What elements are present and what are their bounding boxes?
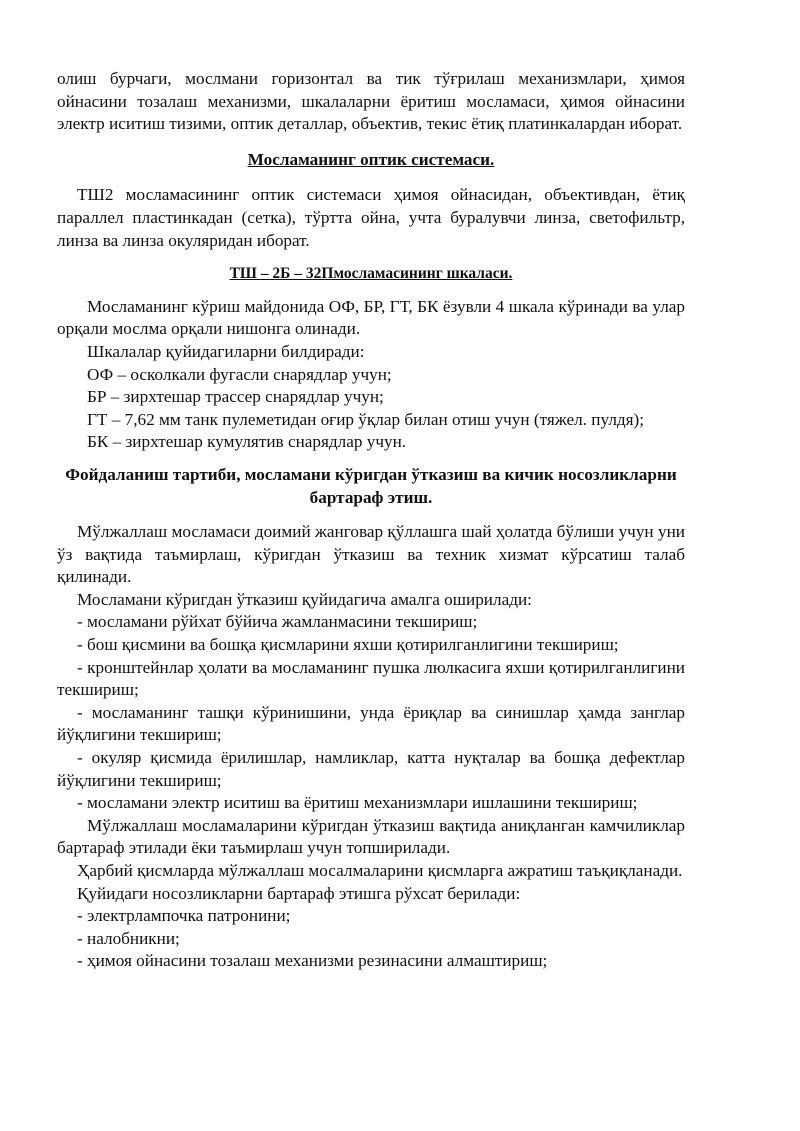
repair-item: - налобникни;: [77, 928, 180, 948]
section-heading-optics: Мосламанинг оптик системаси.: [247, 149, 495, 169]
repairs-lead: Қуйидаги носозликларни бартараф этишга рўхсат берилади:: [77, 883, 521, 903]
scale-item: БК – зирхтешар кумулятив снарядлар учун.: [87, 432, 407, 452]
optics-paragraph: ТШ2 мосламасининг оптик системаси ҳимоя ойнасидан, объективдан, ётиқ параллел пластинкадан (сетка), тўртта ойна, учта буралувчи линза, светофильтр, линза ва линза окуляридан иборат.: [57, 185, 685, 250]
intro-paragraph: олиш бурчаги, мослмани горизонтал ва тик тўғрилаш механизмлари, ҳимоя ойнасини тозалаш механизми, шкалаларни ёритиш мосламаси, ҳимоя ойнасини электр иситиш тизими, оптик деталлар, объектив, текис ётиқ платинкалардан иборат.: [57, 69, 685, 134]
scale-paragraph: Мосламанинг кўриш майдонида ОФ, БР, ГТ, БК ёзувли 4 шкала кўринади ва улар орқали мослма орқали нишонга олинади.: [57, 296, 685, 339]
inspection-item: - окуляр қисмида ёрилишлар, намликлар, катта нуқталар ва бошқа дефектлар йўқлигини текшириш;: [57, 748, 685, 790]
scale-item: ОФ – осколкали фугасли снарядлар учун;: [87, 364, 392, 384]
inspection-item: - кронштейнлар ҳолати ва мосламанинг пушка люлкасига яхши қотирилганлигини текшириш;: [57, 657, 685, 700]
inspection-item: - бош қисмини ва бошқа қисмларини яхши қотирилганлигини текшириш;: [77, 635, 619, 655]
section-heading-scale: ТШ – 2Б – 32Пмосламасининг шкаласи.: [229, 265, 513, 283]
repair-item: - ҳимоя ойнасини тозалаш механизми резинасини алмаштириш;: [77, 951, 548, 971]
scale-item: БР – зирхтешар трассер снарядлар учун;: [87, 387, 384, 407]
document-page: [57, 68, 685, 973]
section-heading-usage: Фойдаланиш тартиби, мосламани кўригдан ўтказиш ва кичик носозликларни бартараф этиш.: [65, 464, 677, 507]
inspection-lead: Мосламани кўригдан ўтказиш қуйидагича амалга оширилади:: [77, 589, 532, 609]
scale-lead: Шкалалар қуйидагиларни билдиради:: [87, 341, 365, 361]
inspection-item: - мосламанинг ташқи кўринишини, унда ёриқлар ва синишлар ҳамда занглар йўқлигини текшириш;: [57, 702, 685, 745]
inspection-item: - мосламани электр иситиш ва ёритиш механизмлари ишлашини текшириш;: [77, 793, 638, 813]
usage-paragraph: Мўлжаллаш мосламаси доимий жанговар қўллашга шай ҳолатда бўлиши учун уни ўз вақтида таъмирлаш, кўригдан ўтказиш ва техник хизмат кўрсатиш талаб қилинади.: [57, 522, 685, 587]
repair-item: - электрлампочка патронини;: [77, 906, 291, 926]
scale-item: ГТ – 7,62 мм танк пулеметидан оғир ўқлар билан отиш учун (тяжел. пулдя);: [87, 409, 645, 429]
prohibition-paragraph: Ҳарбий қисмларда мўлжаллаш мосалмаларини қисмларга ажратиш таъқиқланади.: [77, 861, 683, 880]
defects-paragraph: Мўлжаллаш мосламаларини кўригдан ўтказиш вақтида аниқланган камчиликлар бартараф этилади ёки таъмирлаш учун топширилади.: [57, 815, 685, 858]
inspection-item: - мосламани рўйхат бўйича жамланмасини текшириш;: [77, 612, 478, 632]
